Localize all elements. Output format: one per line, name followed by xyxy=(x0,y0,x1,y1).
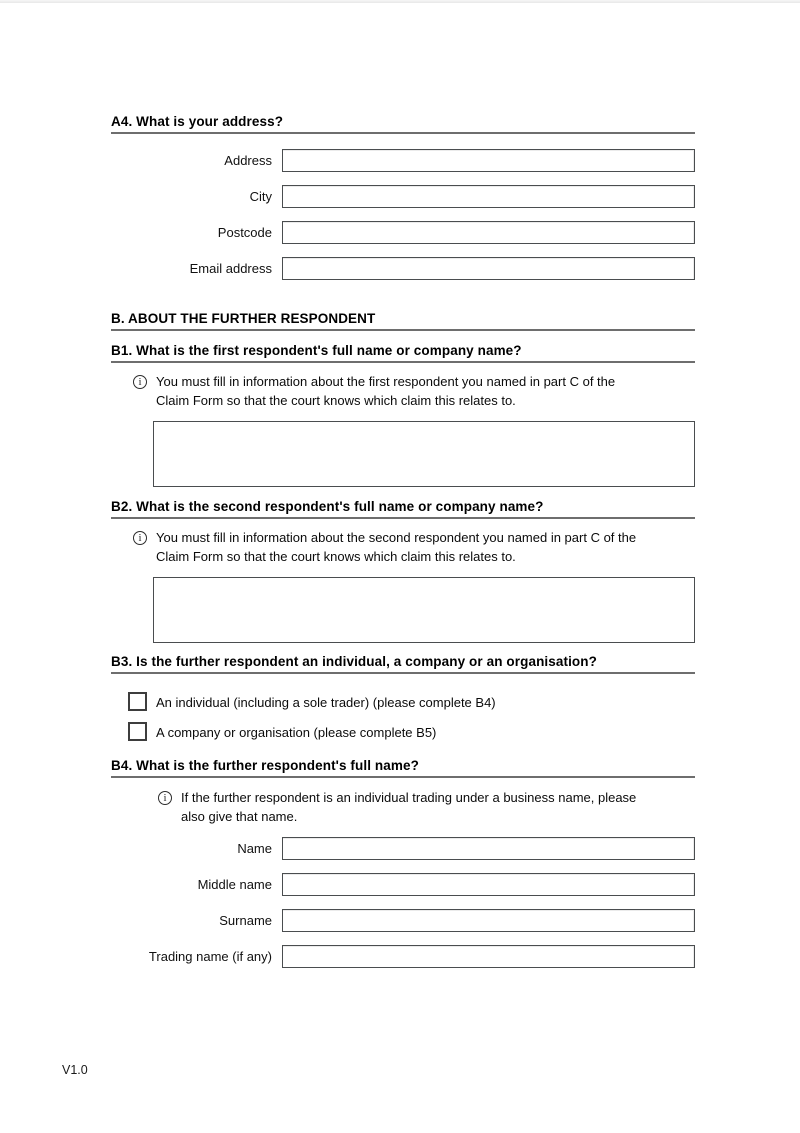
b2-info-line-2: Claim Form so that the court knows which claim this relates to. xyxy=(156,548,516,564)
name-label: Name xyxy=(237,841,272,856)
section-b2-heading: B2. What is the second respondent's full name or company name? xyxy=(111,499,695,519)
city-label: City xyxy=(249,189,272,204)
b4-info-line-1: If the further respondent is an individual trading under a business name, please xyxy=(181,790,637,805)
address-input[interactable] xyxy=(282,149,695,172)
email-address-input[interactable] xyxy=(282,257,695,280)
section-a4-heading: A4. What is your address? xyxy=(111,114,695,134)
b1-info-line-1: You must fill in information about the first respondent you named in part C of the xyxy=(156,374,616,389)
middle-name-input[interactable] xyxy=(282,873,695,896)
b1-info-line-2: Claim Form so that the court knows which claim this relates to. xyxy=(156,392,516,408)
name-input[interactable] xyxy=(282,837,695,860)
checkbox-company-or-organisation[interactable] xyxy=(128,722,147,741)
trading-name-input[interactable] xyxy=(282,945,695,968)
section-b1-heading: B1. What is the first respondent's full name or company name? xyxy=(111,343,695,363)
info-icon: i xyxy=(158,791,172,805)
email-address-label: Email address xyxy=(189,261,272,276)
info-icon: i xyxy=(133,531,147,545)
section-b-heading: B. ABOUT THE FURTHER RESPONDENT xyxy=(111,311,695,331)
b4-info-text xyxy=(181,789,686,826)
postcode-input[interactable] xyxy=(282,221,695,244)
b1-first-respondent-name-textarea[interactable] xyxy=(153,421,695,487)
city-input[interactable] xyxy=(282,185,695,208)
section-b3-heading: B3. Is the further respondent an individual, a company or an organisation? xyxy=(111,654,695,674)
form-version: V1.0 xyxy=(62,1063,88,1077)
surname-input[interactable] xyxy=(282,909,695,932)
section-b4-heading: B4. What is the further respondent's full name? xyxy=(111,758,695,778)
surname-label: Surname xyxy=(219,913,272,928)
address-label: Address xyxy=(224,153,272,168)
b2-info-text xyxy=(156,529,676,566)
checkbox-individual-label: An individual (including a sole trader) (please complete B4) xyxy=(156,695,496,710)
trading-name-label: Trading name (if any) xyxy=(148,949,272,964)
postcode-label: Postcode xyxy=(217,225,272,240)
checkbox-company-or-organisation-label: A company or organisation (please complete B5) xyxy=(156,725,437,740)
b2-info-line-1: You must fill in information about the second respondent you named in part C of the xyxy=(156,530,637,545)
checkbox-individual[interactable] xyxy=(128,692,147,711)
info-icon: i xyxy=(133,375,147,389)
b2-second-respondent-name-textarea[interactable] xyxy=(153,577,695,643)
middle-name-label: Middle name xyxy=(197,877,272,892)
page-top-separator xyxy=(0,0,800,3)
b1-info-text xyxy=(156,373,676,410)
b4-info-line-2: also give that name. xyxy=(181,808,298,824)
